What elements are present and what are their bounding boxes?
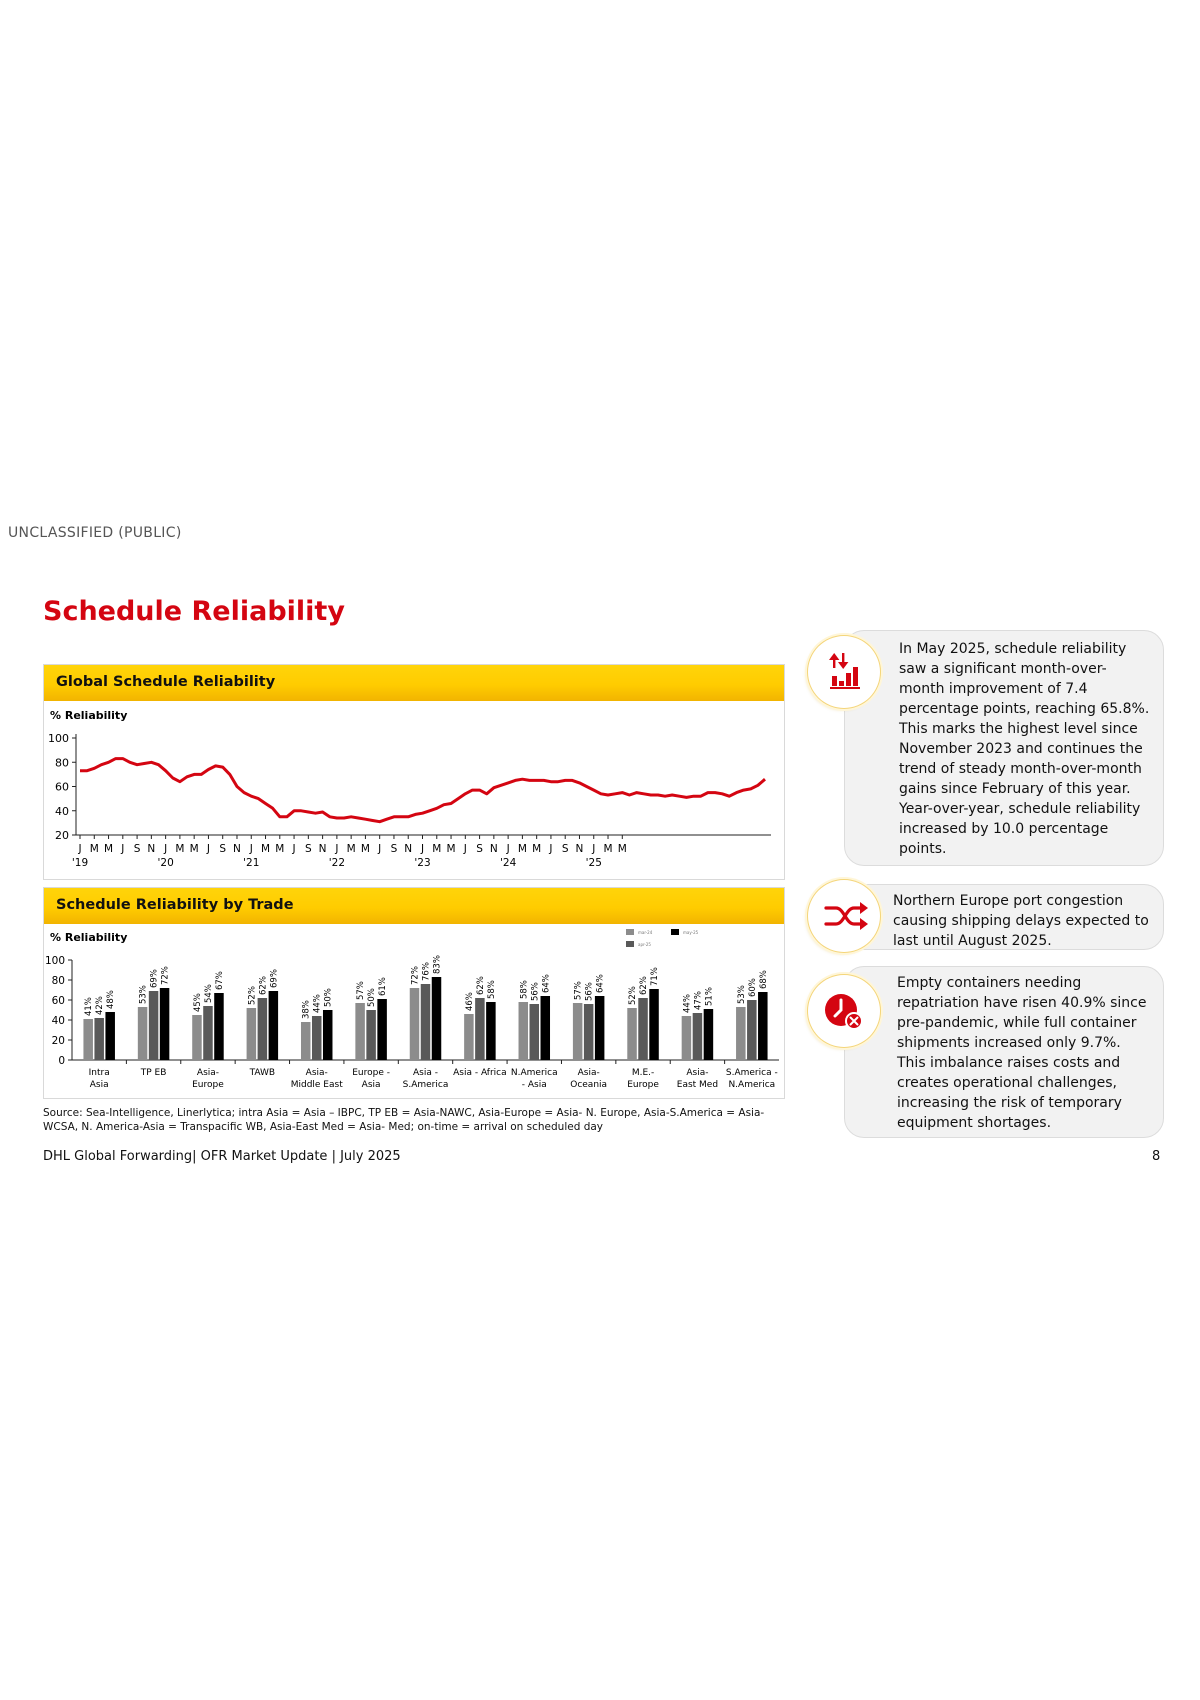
bar-data-label: 57% — [573, 981, 584, 1000]
bar-data-label: 62% — [258, 976, 269, 995]
bar-data-label: 68% — [758, 970, 769, 989]
line-chart-x-tick-label: N — [489, 843, 498, 855]
line-chart-x-tick-label: M — [89, 843, 99, 855]
bar-category-label: Asia- — [686, 1068, 709, 1078]
line-chart-x-tick-label: M — [617, 843, 627, 855]
line-chart-x-tick-label: M — [346, 843, 356, 855]
bar-data-label: 62% — [639, 976, 650, 995]
bar-may-25 — [649, 989, 659, 1060]
bar-chart-up-down-icon — [808, 636, 880, 708]
bar-mar-24 — [573, 1003, 583, 1060]
bar-data-label: 53% — [138, 985, 149, 1004]
line-chart-year-label: '24 — [500, 857, 517, 869]
bar-apr-25 — [258, 998, 268, 1060]
trade-reliability-panel — [43, 887, 785, 1099]
line-chart-x-tick-label: M — [275, 843, 285, 855]
bar-data-label: 58% — [519, 980, 530, 999]
line-chart-x-tick-label: M — [446, 843, 456, 855]
bar-apr-25 — [475, 998, 485, 1060]
bar-data-label: 62% — [475, 976, 486, 995]
bar-mar-24 — [410, 988, 420, 1060]
bar-category-label: Asia- — [305, 1068, 328, 1078]
bar-data-label: 57% — [356, 981, 367, 1000]
bar-apr-25 — [530, 1004, 540, 1060]
bar-data-label: 69% — [149, 969, 160, 988]
line-chart-x-tick-label: J — [549, 843, 553, 855]
line-chart-x-tick-label: M — [517, 843, 527, 855]
bar-data-label: 67% — [214, 971, 225, 990]
line-chart-y-tick-label: 40 — [55, 804, 69, 818]
bar-chart-ylabel: % Reliability — [50, 931, 128, 944]
line-chart-x-tick-label: J — [506, 843, 510, 855]
bar-mar-24 — [627, 1008, 637, 1060]
bar-data-label: 56% — [584, 982, 595, 1001]
bar-chart-y-tick-label: 80 — [51, 975, 65, 987]
bar-mar-24 — [736, 1007, 746, 1060]
bar-mar-24 — [301, 1022, 311, 1060]
line-chart-x-tick-label: M — [189, 843, 199, 855]
global-reliability-line — [80, 759, 765, 822]
bar-data-label: 83% — [432, 955, 443, 974]
bar-apr-25 — [149, 991, 159, 1060]
bar-legend-label: may-25 — [683, 930, 699, 935]
footer-publication: DHL Global Forwarding| OFR Market Update | July 2025 — [43, 1149, 401, 1164]
trade-reliability-title: Schedule Reliability by Trade — [44, 888, 784, 924]
bar-category-label: Oceania — [570, 1080, 608, 1090]
line-chart-x-tick-label: J — [164, 843, 168, 855]
bar-may-25 — [541, 996, 551, 1060]
line-chart-y-tick-label: 60 — [55, 780, 69, 794]
line-chart-year-label: '19 — [71, 857, 89, 869]
bar-data-label: 46% — [464, 992, 475, 1011]
line-chart-x-tick-label: N — [147, 843, 156, 855]
bar-category-label: Europe - — [352, 1068, 390, 1078]
bar-category-label: S.America — [402, 1080, 449, 1090]
bar-data-label: 60% — [747, 978, 758, 997]
callout-congestion-icon-disc — [808, 880, 880, 952]
callout-congestion-text: Northern Europe port congestion causing shipping delays expected to last until August 2025. — [893, 893, 1149, 949]
bar-mar-24 — [519, 1002, 529, 1060]
line-chart-y-tick-label: 100 — [48, 732, 69, 745]
source-note: Source: Sea-Intelligence, Linerlytica; intra Asia = Asia – IBPC, TP EB = Asia-NAWC, Asia-Europe = Asia- N. Europe, Asia-S.America = Asia-WCSA, N. America-Asia = Transpacific WB, Asia-East Med = Asia- Med; on-time = arrival on scheduled day — [43, 1107, 765, 1133]
bar-data-label: 52% — [247, 986, 258, 1005]
bar-may-25 — [486, 1002, 496, 1060]
bar-category-label: Asia — [361, 1080, 381, 1090]
line-chart-y-tick-label: 80 — [55, 756, 69, 770]
line-chart-x-tick-label: N — [575, 843, 584, 855]
bar-chart-y-tick-label: 60 — [51, 995, 65, 1007]
bar-mar-24 — [247, 1008, 257, 1060]
bar-legend-label: mar-24 — [638, 930, 653, 935]
bar-data-label: 44% — [682, 994, 693, 1013]
bar-mar-24 — [682, 1016, 692, 1060]
bar-category-label: Europe — [627, 1080, 659, 1090]
bar-data-label: 47% — [693, 991, 704, 1010]
bar-mar-24 — [355, 1003, 365, 1060]
line-chart-year-label: '21 — [243, 857, 260, 869]
bar-category-label: Europe — [192, 1080, 224, 1090]
bar-data-label: 53% — [736, 985, 747, 1004]
bar-mar-24 — [192, 1015, 202, 1060]
bar-category-label: Intra — [88, 1068, 110, 1078]
bar-data-label: 72% — [160, 966, 171, 985]
bar-data-label: 38% — [301, 1000, 312, 1019]
bar-apr-25 — [366, 1010, 376, 1060]
line-chart-year-label: '23 — [414, 857, 431, 869]
bar-category-label: N.America — [510, 1068, 558, 1078]
bar-apr-25 — [312, 1016, 322, 1060]
bar-legend-swatch — [626, 929, 634, 935]
bar-category-label: Asia - Africa — [453, 1068, 507, 1078]
line-chart-y-tick-label: 20 — [55, 829, 69, 842]
line-chart-x-tick-label: J — [463, 843, 467, 855]
bar-category-label: Asia- — [577, 1068, 600, 1078]
bar-may-25 — [377, 999, 387, 1060]
bar-data-label: 64% — [541, 974, 552, 993]
bar-category-label: N.America — [728, 1080, 776, 1090]
bar-chart-y-tick-label: 100 — [44, 955, 65, 967]
bar-data-label: 52% — [628, 986, 639, 1005]
bar-category-label: Asia- — [196, 1068, 220, 1078]
bar-data-label: 56% — [530, 982, 541, 1001]
bar-data-label: 41% — [84, 997, 95, 1016]
bar-category-label: East Med — [676, 1080, 719, 1090]
bar-legend-swatch — [671, 929, 679, 935]
callout-reliability — [844, 630, 1164, 866]
line-chart-x-tick-label: J — [592, 843, 596, 855]
bar-legend-label: apr-25 — [638, 942, 651, 947]
bar-data-label: 72% — [410, 966, 421, 985]
bar-may-25 — [160, 988, 170, 1060]
bar-category-label: Asia - — [413, 1068, 438, 1078]
bar-category-label: Middle East — [290, 1080, 343, 1090]
trade-reliability-bar-chart — [44, 924, 784, 1098]
bar-mar-24 — [464, 1014, 474, 1060]
bar-data-label: 64% — [595, 974, 606, 993]
line-chart-x-tick-label: M — [432, 843, 442, 855]
line-chart-x-tick-label: S — [219, 843, 227, 855]
bar-mar-24 — [83, 1019, 93, 1060]
line-chart-x-tick-label: M — [532, 843, 542, 855]
global-reliability-panel — [43, 664, 785, 880]
bar-may-25 — [269, 991, 279, 1060]
bar-category-label: - Asia — [521, 1080, 547, 1090]
bar-data-label: 50% — [323, 988, 334, 1007]
line-chart-x-tick-label: S — [390, 843, 398, 855]
callout-empty-containers — [844, 966, 1164, 1138]
line-chart-x-tick-label: J — [335, 843, 339, 855]
line-chart-x-tick-label: J — [420, 843, 425, 855]
bar-data-label: 50% — [367, 988, 378, 1007]
line-chart-year-label: '25 — [585, 857, 602, 869]
bar-may-25 — [595, 996, 605, 1060]
bar-apr-25 — [94, 1018, 104, 1060]
bar-category-label: S.America - — [725, 1068, 778, 1078]
clock-cancel-icon — [808, 975, 880, 1047]
line-chart-x-tick-label: J — [249, 843, 253, 855]
line-chart-x-tick-label: M — [175, 843, 185, 855]
classification-label: UNCLASSIFIED (PUBLIC) — [8, 525, 182, 541]
bar-data-label: 54% — [203, 984, 214, 1003]
bar-chart-y-tick-label: 20 — [51, 1035, 65, 1047]
line-chart-x-tick-label: M — [603, 843, 613, 855]
line-chart-x-tick-label: M — [104, 843, 114, 855]
shuffle-arrows-icon — [808, 880, 880, 952]
line-chart-x-tick-label: N — [404, 843, 413, 855]
line-chart-x-tick-label: N — [233, 843, 241, 855]
bar-category-label: Asia — [89, 1080, 109, 1090]
bar-mar-24 — [138, 1007, 148, 1060]
bar-apr-25 — [693, 1013, 703, 1060]
callout-reliability-text: In May 2025, schedule reliability saw a significant month-over-month improvement of 7.4 percentage points, reaching 65.8%. This marks the highest level since November 2023 and continues the trend of steady month-over-month gains since February of this year. Year-over-year, schedule reliability increased by 10.0 percentage points. — [899, 641, 1150, 857]
bar-apr-25 — [638, 998, 648, 1060]
line-chart-x-tick-label: J — [121, 843, 125, 855]
bar-data-label: 71% — [650, 967, 661, 986]
line-chart-ylabel: % Reliability — [50, 709, 128, 722]
line-chart-x-tick-label: N — [318, 843, 327, 855]
line-chart-x-tick-label: S — [561, 843, 569, 855]
page-title: Schedule Reliability — [43, 596, 345, 627]
bar-may-25 — [214, 993, 224, 1060]
bar-may-25 — [758, 992, 768, 1060]
line-chart-year-label: '22 — [328, 857, 345, 869]
bar-chart-y-tick-label: 0 — [58, 1055, 65, 1067]
bar-may-25 — [323, 1010, 333, 1060]
line-chart-x-tick-label: S — [304, 843, 312, 855]
bar-data-label: 76% — [421, 962, 432, 981]
bar-may-25 — [704, 1009, 714, 1060]
bar-data-label: 58% — [486, 980, 497, 999]
bar-data-label: 44% — [312, 994, 323, 1013]
bar-may-25 — [432, 977, 442, 1060]
bar-may-25 — [105, 1012, 115, 1060]
line-chart-x-tick-label: J — [206, 843, 210, 855]
callout-empty-containers-icon-disc — [808, 975, 880, 1047]
line-chart-x-tick-label: M — [260, 843, 271, 855]
bar-data-label: 45% — [192, 993, 203, 1012]
line-chart-x-tick-label: J — [292, 843, 296, 855]
callout-congestion — [844, 884, 1164, 950]
global-reliability-line-chart — [44, 701, 784, 879]
line-chart-x-tick-label: M — [360, 843, 370, 855]
callout-empty-containers-text: Empty containers needing repatriation have risen 40.9% since pre-pandemic, while full container shipments increased only 9.7%. This imbalance raises costs and creates operational challenges, increasing the risk of temporary equipment shortages. — [897, 975, 1147, 1131]
line-chart-x-tick-label: J — [78, 843, 82, 855]
bar-category-label: M.E.- — [631, 1068, 655, 1078]
callout-reliability-icon-disc — [808, 636, 880, 708]
bar-apr-25 — [747, 1000, 757, 1060]
bar-apr-25 — [421, 984, 431, 1060]
bar-legend-swatch — [626, 941, 634, 947]
bar-category-label: TAWB — [249, 1068, 276, 1078]
bar-data-label: 51% — [704, 987, 715, 1006]
bar-category-label: TP EB — [140, 1068, 167, 1078]
line-chart-x-tick-label: S — [133, 843, 141, 855]
bar-data-label: 48% — [106, 990, 117, 1009]
page-number: 8 — [1152, 1149, 1161, 1164]
line-chart-year-label: '20 — [157, 857, 174, 869]
bar-data-label: 61% — [378, 977, 389, 996]
line-chart-x-tick-label: J — [378, 843, 382, 855]
global-reliability-title: Global Schedule Reliability — [44, 665, 784, 701]
bar-chart-y-tick-label: 40 — [51, 1015, 65, 1027]
bar-apr-25 — [584, 1004, 594, 1060]
bar-data-label: 42% — [95, 996, 106, 1015]
line-chart-x-tick-label: S — [476, 843, 483, 855]
bar-data-label: 69% — [269, 969, 280, 988]
bar-apr-25 — [203, 1006, 213, 1060]
